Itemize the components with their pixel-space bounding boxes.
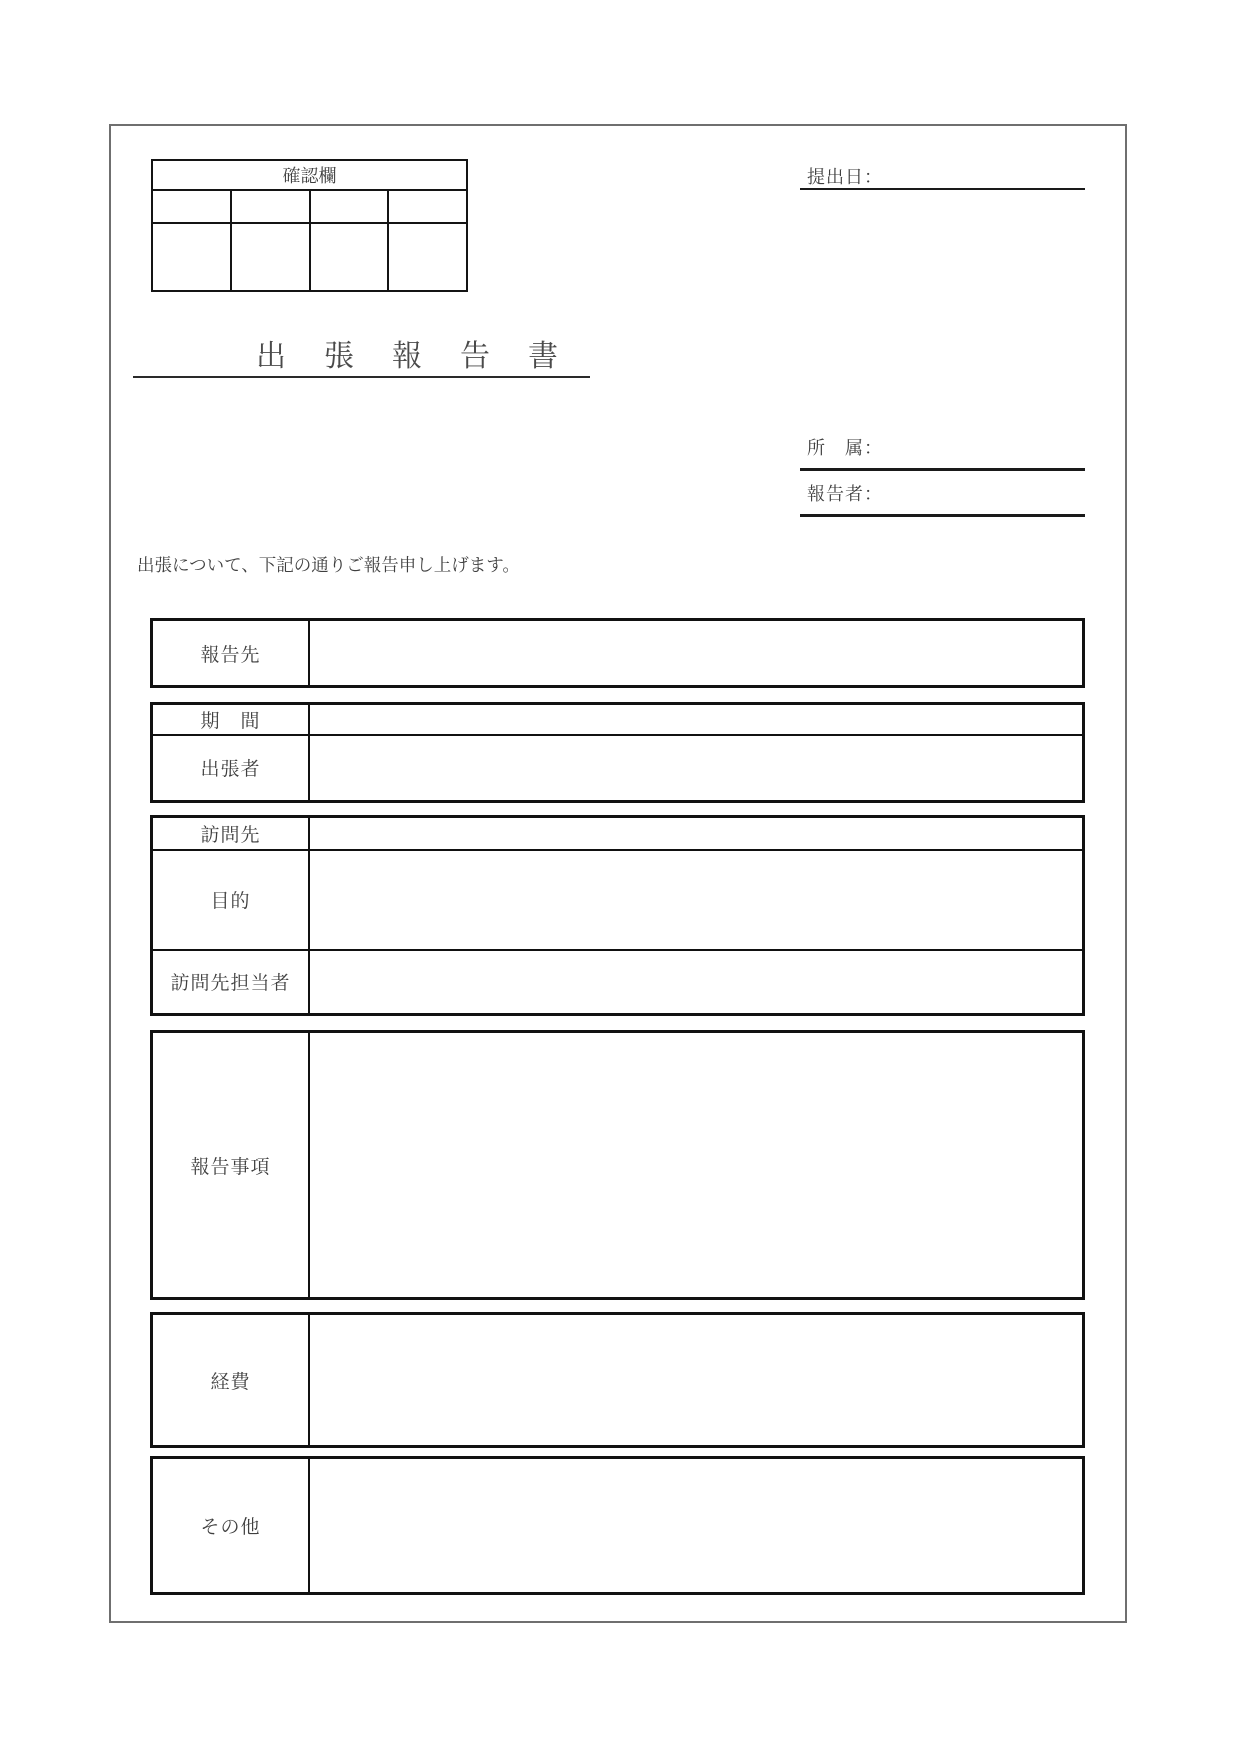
submit-date-label: 提出日：: [807, 167, 883, 187]
report-to-label: 報告先: [152, 620, 310, 687]
period-input-cell[interactable]: [309, 704, 1084, 735]
confirm-table-title: 確認欄: [152, 160, 467, 190]
reporter-label: 報告者：: [807, 484, 883, 504]
period-traveler-table: [150, 702, 1085, 803]
destination-table: [150, 815, 1085, 1016]
expenses-table: [150, 1312, 1085, 1448]
destination-contact-input-cell[interactable]: [309, 950, 1084, 1015]
confirm-table: [151, 159, 468, 292]
other-table: [150, 1456, 1085, 1595]
confirm-cell[interactable]: [152, 190, 231, 223]
purpose-input-cell[interactable]: [309, 850, 1084, 950]
expenses-label: 経費: [152, 1314, 310, 1447]
confirm-stamp-cell[interactable]: [231, 223, 310, 291]
report-details-label: 報告事項: [152, 1032, 310, 1299]
traveler-label: 出張者: [152, 735, 310, 802]
destination-input-cell[interactable]: [309, 817, 1084, 850]
intro-text: 出張について、下記の通りご報告申し上げます。: [137, 555, 520, 575]
reporter-blank-line[interactable]: [800, 514, 1085, 517]
report-details-table: [150, 1030, 1085, 1300]
other-input-cell[interactable]: [309, 1458, 1084, 1594]
destination-contact-label: 訪問先担当者: [152, 950, 310, 1015]
submit-date-blank-line[interactable]: [800, 188, 1085, 190]
page-title: 出 張 報 告 書: [256, 340, 562, 373]
affiliation-blank-line[interactable]: [800, 468, 1085, 471]
expenses-input-cell[interactable]: [309, 1314, 1084, 1447]
confirm-cell[interactable]: [388, 190, 467, 223]
confirm-stamp-cell[interactable]: [388, 223, 467, 291]
traveler-input-cell[interactable]: [309, 735, 1084, 802]
report-details-input-cell[interactable]: [309, 1032, 1084, 1299]
report-to-input-cell[interactable]: [309, 620, 1084, 687]
affiliation-label: 所 属：: [807, 438, 883, 458]
confirm-stamp-cell[interactable]: [152, 223, 231, 291]
other-label: その他: [152, 1458, 310, 1594]
report-to-table: [150, 618, 1085, 688]
title-underline: [133, 376, 590, 378]
period-label: 期 間: [152, 704, 310, 735]
confirm-cell[interactable]: [310, 190, 389, 223]
confirm-stamp-cell[interactable]: [310, 223, 389, 291]
destination-label: 訪問先: [152, 817, 310, 850]
confirm-cell[interactable]: [231, 190, 310, 223]
purpose-label: 目的: [152, 850, 310, 950]
